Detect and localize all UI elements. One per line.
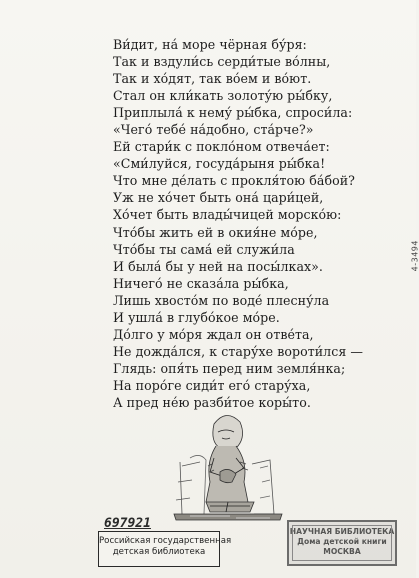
- poem-line: Ви́дит, на́ море чёрная бу́ря:: [113, 37, 307, 52]
- poem-line: Что мне де́лать с прокля́тою ба́бой?: [113, 173, 355, 189]
- poem-line: Приплыла́ к нему́ ры́бка, спроси́ла:: [113, 105, 353, 121]
- poem-line: Уж не хо́чет быть она́ цари́цей,: [113, 190, 324, 206]
- poem-line: На поро́ге сиди́т его́ стару́ха,: [113, 377, 311, 393]
- poem-line: Так и хо́дят, так во́ем и во́ют.: [113, 71, 312, 87]
- poem-line: Ничего́ не сказа́ла ры́бка,: [113, 275, 289, 291]
- poem-line: Глядь: опя́ть перед ним земля́нка;: [113, 360, 346, 376]
- poem-line: «Чего́ тебе́ на́добно, ста́рче?»: [113, 122, 314, 138]
- library-stamp-left: [98, 531, 232, 567]
- poem-line: Лишь хвосто́м по воде́ плесну́ла: [113, 292, 330, 308]
- poem-line: И была́ бы у ней на посы́лках».: [113, 258, 323, 274]
- library-stamp-right: [287, 520, 397, 566]
- poem-line: А пред не́ю разби́тое коры́то.: [113, 394, 311, 410]
- stamp-line: Дома детской книги: [297, 537, 387, 546]
- stamp-line: Российская государственная: [99, 536, 232, 546]
- poem-line: И ушла́ в глубо́кое мо́ре.: [113, 309, 280, 325]
- margin-handwritten-note: 4-3494: [410, 240, 419, 272]
- poem-line: Ей стари́к с покло́ном отвеча́ет:: [113, 139, 330, 155]
- poem-line: До́лго у мо́ря ждал он отве́та,: [113, 326, 314, 342]
- poem-line: «Сми́луйся, госуда́рыня ры́бка!: [113, 156, 326, 172]
- stamp-line: НАУЧНАЯ БИБЛИОТЕКА: [289, 527, 395, 536]
- poem-line: Так и вздули́сь серди́тые во́лны,: [113, 54, 331, 70]
- poem-text: [113, 36, 364, 411]
- poem-line: Хо́чет быть влады́чицей морско́ю:: [113, 207, 342, 223]
- poem-line: Что́бы ты сама́ ей служи́ла: [113, 241, 295, 257]
- old-woman-illustration: [170, 402, 285, 522]
- inventory-number: 697921: [104, 516, 151, 531]
- poem-line: Что́бы жить ей в окия́не мо́ре,: [113, 224, 318, 240]
- stamp-line: детская библиотека: [112, 547, 206, 557]
- poem-line: Стал он кли́кать золоту́ю ры́бку,: [113, 88, 333, 104]
- poem-line: Не дожда́лся, к стару́хе вороти́лся —: [113, 343, 364, 359]
- stamp-line: МОСКВА: [323, 547, 361, 556]
